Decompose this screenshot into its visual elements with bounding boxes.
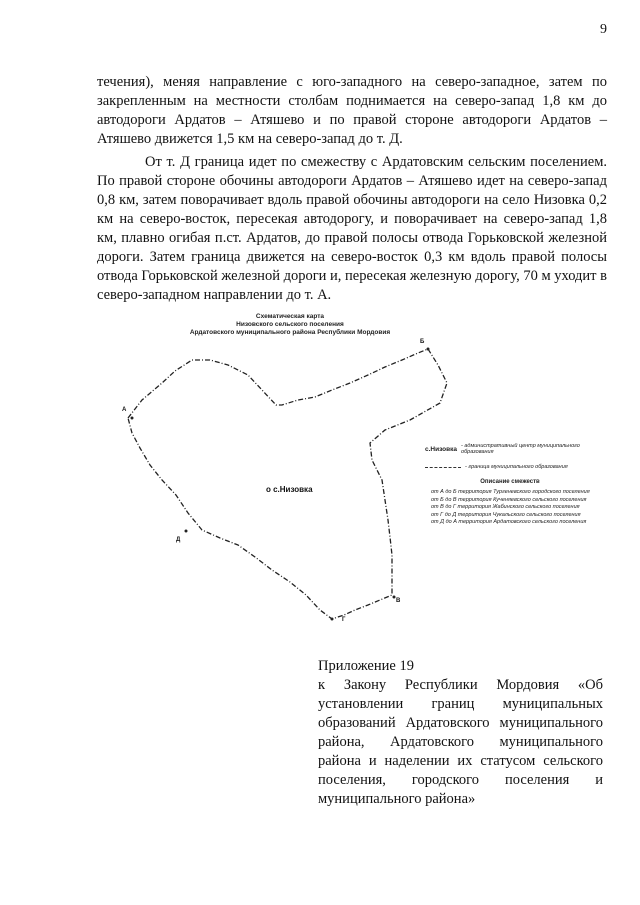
schematic-map: [110, 305, 590, 645]
legend-center-label: с.Низовка: [425, 445, 458, 453]
appendix-text: к Закону Республики Мордовия «Об установлении границ муниципальных образований Ардатовского муниципального района, Ардатовского муниципального района и наделении их статусом сельского поселения, городского поселения и муниципального района»: [318, 677, 603, 807]
appendix-title: Приложение 19: [318, 658, 414, 674]
map-legend: [425, 443, 595, 527]
point-label-b: Б: [420, 339, 425, 345]
paragraph-1: течения), меняя направление с юго-западного на северо-западное, затем по закрепленным на местности столбам поднимается на северо-запад 1,8 км до автодороги Ардатов – Атяшево и по правой стороне автодороги Ардатов – Атяшево движется 1,5 км на северо-запад до т. Д.: [97, 74, 607, 147]
body-text: [97, 73, 607, 305]
point-label-a: А: [122, 407, 127, 413]
legend-center-row: [425, 443, 595, 455]
adjacency-row: от В до Г территория Жабинского сельского поселения: [431, 504, 580, 510]
point-label-g: Г: [342, 617, 346, 623]
legend-border-line: [425, 467, 461, 468]
point-label-d: Д: [176, 537, 181, 543]
paragraph-2: От т. Д граница идет по смежеству с Ардатовским сельским поселением. По правой стороне обочины автодороги Ардатов – Атяшево идет на северо-запад 0,8 км, затем поворачивает вдоль правой обочины автодороги на село Низовка 0,2 км на северо-восток, пересекая автодорогу, и поворачивает на северо-запад 1,8 км, плавно огибая п.ст. Ардатов, до правой полосы отвода Горьковской железной дороги. Затем граница движется на северо-восток 0,3 км вдоль правой полосы отвода Горьковской железной дороги и, пересекая железную дорогу, 70 м уходит в северо-западном направлении до т. А.: [97, 154, 607, 303]
adjacency-title: Описание смежеств: [480, 479, 540, 485]
point-label-v: В: [396, 598, 401, 604]
adjacency-row: от Г до Д территория Чукальского сельского поселения: [431, 511, 581, 518]
adjacency-row: от Д до А территория Ардатовского сельского поселения: [431, 519, 587, 525]
legend-center-desc: - административный центр муниципального образования: [461, 443, 580, 455]
adjacency-row: от А до Б территория Тургеневского городского поселения: [431, 489, 590, 495]
page-number: 9: [600, 22, 607, 37]
village-label: о с.Низовка: [266, 485, 313, 494]
adjacency-row: от Б до В территория Кученяевского сельского поселения: [431, 496, 587, 503]
legend-border-desc: - граница муниципального образования: [465, 464, 568, 470]
appendix-block: [318, 657, 603, 809]
legend-border-row: [425, 464, 595, 470]
boundary-line: [128, 349, 447, 619]
map-title: Схематическая карта Низовского сельского поселения Ардатовского муниципального района Республики Мордовия: [189, 313, 391, 336]
